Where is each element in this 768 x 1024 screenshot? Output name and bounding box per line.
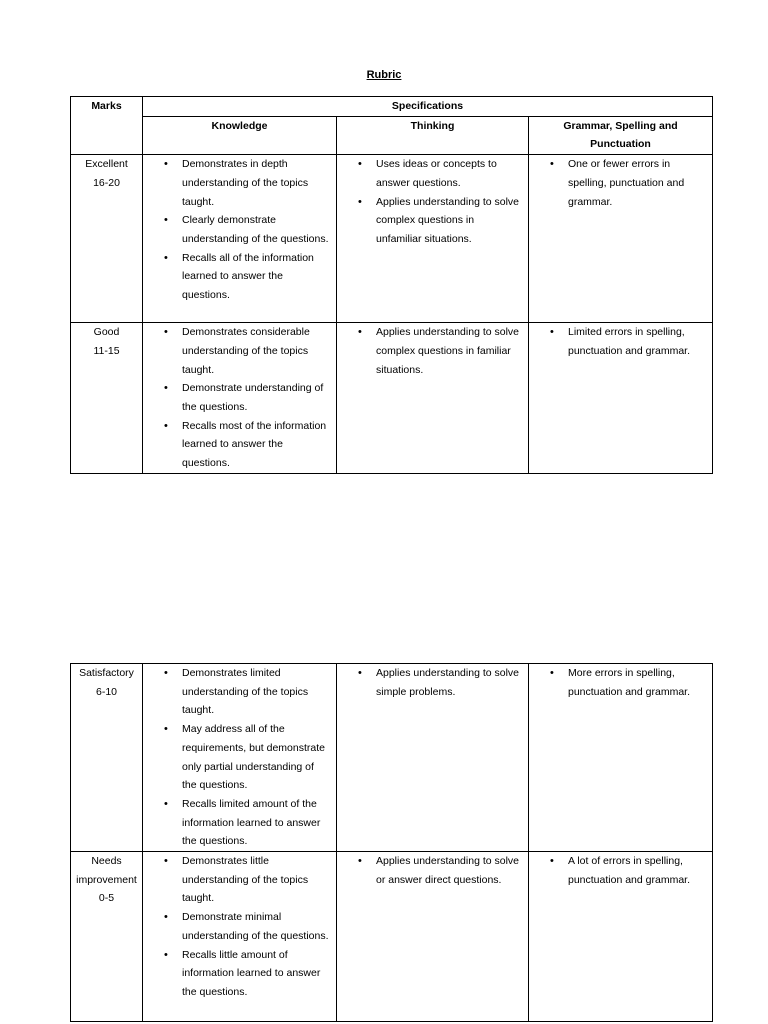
level-label: Satisfactory [79,667,134,679]
list-item: • Clearly demonstrate understanding of the questions. [143,211,336,248]
list-item: • Applies understanding to solve or answer direct questions. [337,852,528,889]
level-label: Good [93,326,120,339]
grammar-cell [529,664,713,852]
thinking-header: Thinking [337,116,529,154]
list-item: • Recalls little amount of information learned to answer the questions. [143,946,336,1002]
list-item: • Demonstrates considerable understanding of the topics taught. [143,323,336,379]
range-label: 0-5 [98,892,115,905]
list-item: • Uses ideas or concepts to answer questions. [337,155,528,192]
list-item: • Applies understanding to solve simple problems. [337,664,528,701]
rubric-table-part-2 [70,663,713,1022]
list-item: • Demonstrates limited understanding of the topics taught. [143,664,336,720]
list-item: • Recalls most of the information learned to answer the questions. [143,417,336,473]
list-item: • A lot of errors in spelling, punctuation and grammar. [529,852,712,889]
grammar-cell [529,323,713,474]
grammar-header: Grammar, Spelling and Punctuation [529,116,713,154]
list-item: • May address all of the requirements, but demonstrate only partial understanding of the questions. [143,720,336,795]
page-title: Rubric [366,69,402,81]
marks-cell [71,323,143,474]
list-item: • Recalls all of the information learned to answer the questions. [143,249,336,305]
thinking-cell [337,852,529,1022]
list-item: • More errors in spelling, punctuation and grammar. [529,664,712,701]
specifications-header: Specifications [143,97,713,117]
rubric-table-part-1 [70,96,713,474]
knowledge-cell [143,323,337,474]
range-label: 6-10 [95,685,117,698]
thinking-cell [337,155,529,323]
range-label: 11-15 [93,344,120,357]
grammar-cell [529,852,713,1022]
thinking-cell [337,323,529,474]
table-row [71,155,713,323]
list-item: • Applies understanding to solve complex questions in familiar situations. [337,323,528,379]
list-item: • Demonstrates little understanding of the topics taught. [143,852,336,908]
thinking-cell [337,664,529,852]
table-row [71,664,713,852]
level-label: Needs improvement [76,855,137,886]
knowledge-header: Knowledge [143,116,337,154]
marks-cell [71,155,143,323]
header-row-1 [71,97,713,117]
list-item: • Demonstrate minimal understanding of the questions. [143,908,336,945]
knowledge-cell [143,852,337,1022]
grammar-cell [529,155,713,323]
list-item: • Applies understanding to solve complex questions in unfamiliar situations. [337,193,528,249]
knowledge-cell [143,664,337,852]
list-item: • Demonstrate understanding of the questions. [143,379,336,416]
marks-header: Marks [71,97,143,155]
table-row [71,323,713,474]
level-label: Excellent [85,158,128,171]
header-row-2 [71,116,713,154]
marks-cell [71,664,143,852]
knowledge-cell [143,155,337,323]
range-label: 16-20 [93,176,120,189]
list-item: • One or fewer errors in spelling, punctuation and grammar. [529,155,712,211]
list-item: • Demonstrates in depth understanding of the topics taught. [143,155,336,211]
list-item: • Recalls limited amount of the information learned to answer the questions. [143,795,336,851]
marks-cell [71,852,143,1022]
table-row [71,852,713,1022]
list-item: • Limited errors in spelling, punctuation and grammar. [529,323,712,360]
